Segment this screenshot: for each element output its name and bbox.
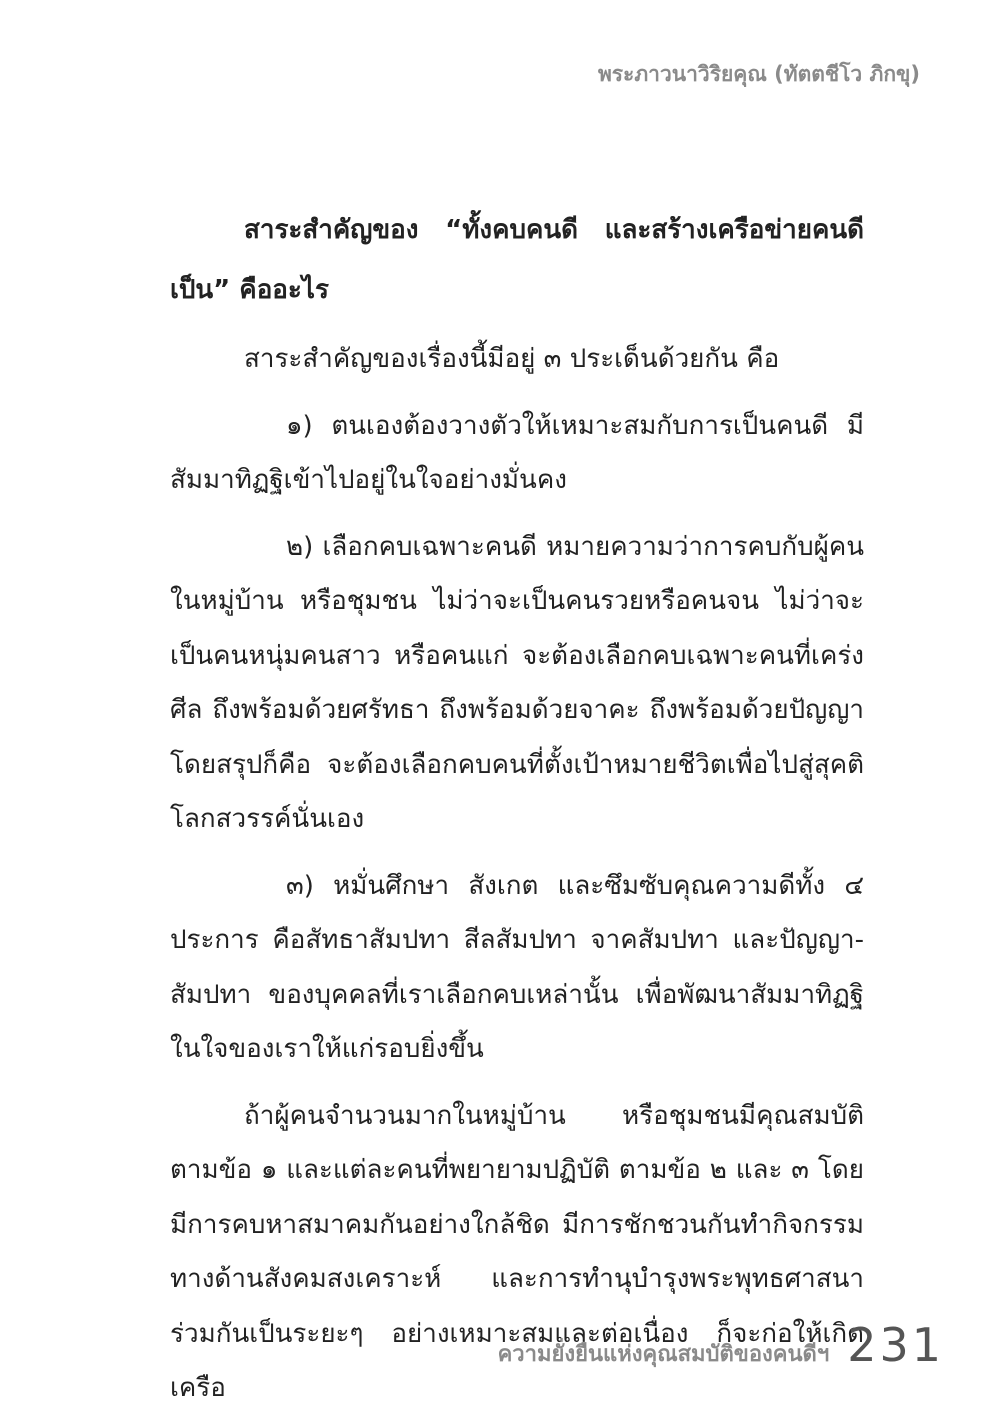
intro-paragraph: สาระสำคัญของเรื่องนี้มีอยู่ ๓ ประเด็นด้วยกัน คือ	[244, 344, 780, 374]
closing-paragraph: ถ้าผู้คนจำนวนมากในหมู่บ้าน หรือชุมชนมีคุณสมบัติตามข้อ ๑ และแต่ละคนที่พยายามปฏิบัติ ตามข้อ ๒ และ ๓ โดยมีการคบหาสมาคมกันอย่างใกล้ชิด มีการชักชวนกันทำกิจกรรมทางด้านสังคมสงเคราะห์ และการทำนุบำรุงพระพุทธศาสนาร่วมกันเป็นระยะๆ อย่างเหมาะสมและต่อเนื่อง ก็จะก่อให้เกิดเครือ	[170, 1100, 864, 1403]
page-number: 231	[847, 1318, 944, 1372]
question-heading: สาระสำคัญของ “ทั้งคบคนดี และสร้างเครือข่ายคนดีเป็น” คืออะไร	[170, 215, 864, 305]
point-1-paragraph: ๑) ตนเองต้องวางตัวให้เหมาะสมกับการเป็นคนดี มีสัมมาทิฏฐิเข้าไปอยู่ในใจอย่างมั่นคง	[170, 410, 864, 495]
page-body	[170, 200, 864, 1428]
footer-book-title: ความยั่งยืนแห่งคุณสมบัติของคนดีฯ	[497, 1342, 830, 1367]
page-footer	[498, 1318, 944, 1372]
running-header: พระภาวนาวิริยคุณ (ทัตตชีโว ภิกขุ)	[597, 62, 920, 86]
point-2-paragraph: ๒) เลือกคบเฉพาะคนดี หมายความว่าการคบกับผู้คนในหมู่บ้าน หรือชุมชน ไม่ว่าจะเป็นคนรวยหรือคนจน ไม่ว่าจะเป็นคนหนุ่มคนสาว หรือคนแก่ จะต้องเลือกคบเฉพาะคนที่เคร่งศีล ถึงพร้อมด้วยศรัทธา ถึงพร้อมด้วยจาคะ ถึงพร้อมด้วยปัญญา โดยสรุปก็คือ จะต้องเลือกคบคนที่ตั้งเป้าหมายชีวิตเพื่อไปสู่สุคติโลกสวรรค์นั่นเอง	[170, 531, 864, 834]
point-3-paragraph: ๓) หมั่นศึกษา สังเกต และซึมซับคุณความดีทั้ง ๔ ประการ คือสัทธาสัมปทา สีลสัมปทา จาคสัมปทา และปัญญา-สัมปทา ของบุคคลที่เราเลือกคบเหล่านั้น เพื่อพัฒนาสัมมาทิฏฐิในใจของเราให้แก่รอบยิ่งขึ้น	[170, 870, 864, 1064]
